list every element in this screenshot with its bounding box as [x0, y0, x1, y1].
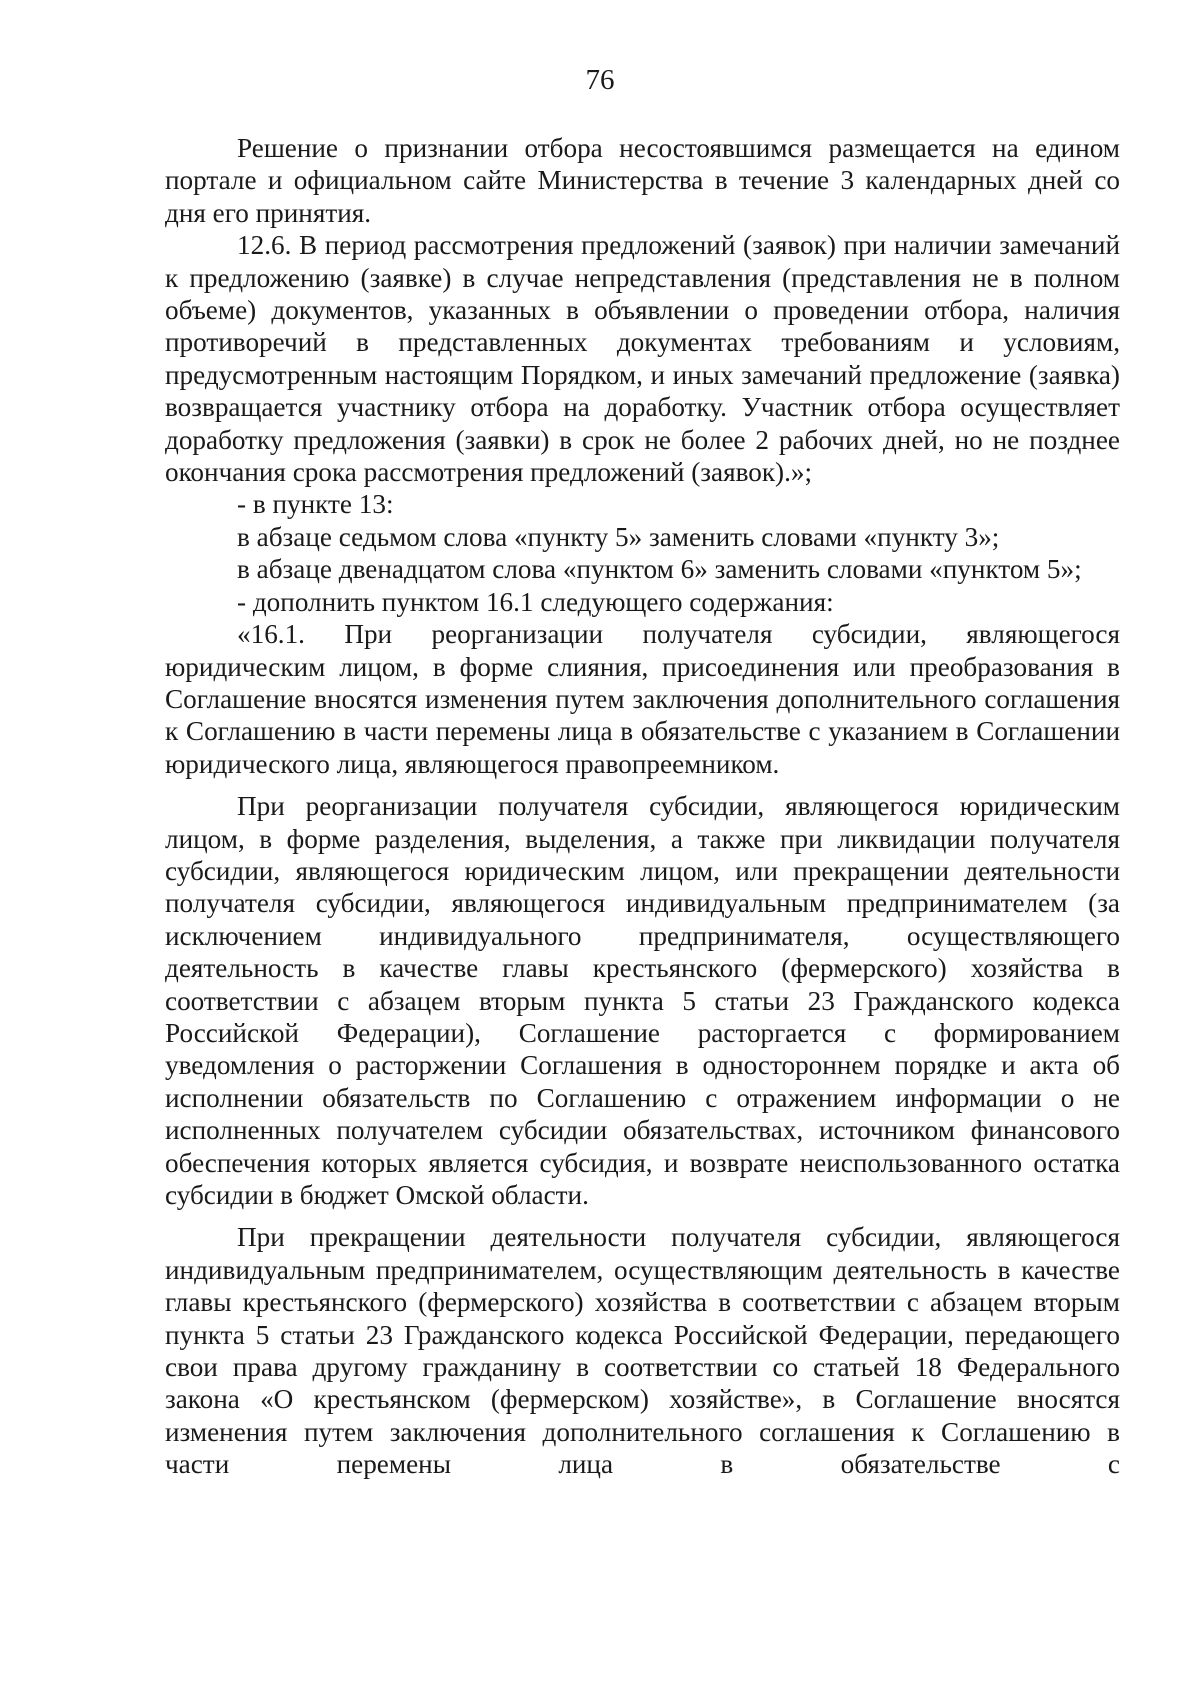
paragraph-4: в абзаце седьмом слова «пункту 5» заменить словами «пункту 3»;: [237, 521, 1000, 552]
page-number: 76: [585, 64, 615, 96]
paragraph-7: «16.1. При реорганизации получателя субсидии, являющегося юридическим лицом, в форме слияния, присоединения или преобразования в Соглашение вносятся изменения путем заключения дополнительного соглашения к Соглашению в части перемены лица в обязательстве с указанием в Соглашении юридического лица, являющегося правопреемником.: [165, 619, 1120, 779]
paragraph-2: 12.6. В период рассмотрения предложений (заявок) при наличии замечаний к предложению (заявке) в случае непредставления (представления не в полном объеме) документов, указанных в объявлении о проведении отбора, наличия противоречий в представленных документах требованиям и условиям, предусмотренным настоящим Порядком, и иных замечаний предложение (заявка) возвращается участнику отбора на доработку. Участник отбора осуществляет доработку предложения (заявки) в срок не более 2 рабочих дней, но не позднее окончания срока рассмотрения предложений (заявок).»;: [165, 230, 1120, 488]
paragraph-5: в абзаце двенадцатом слова «пунктом 6» заменить словами «пунктом 5»;: [237, 554, 1082, 585]
paragraph-3: - в пункте 13:: [237, 489, 394, 520]
document-body: [165, 132, 1120, 1481]
paragraph-9: При прекращении деятельности получателя субсидии, являющегося индивидуальным предпринимателем, осуществляющим деятельность в качестве главы крестьянского (фермерского) хозяйства в соответствии с абзацем вторым пункта 5 статьи 23 Гражданского кодекса Российской Федерации, передающего свои права другому гражданину в соответствии со статьей 18 Федерального закона «О крестьянском (фермерском) хозяйстве», в Соглашение вносятся изменения путем заключения дополнительного соглашения к Соглашению в части перемены лица в обязательстве с: [165, 1222, 1120, 1480]
paragraph-1: Решение о признании отбора несостоявшимся размещается на едином портале и официальном сайте Министерства в течение 3 календарных дней со дня его принятия.: [165, 133, 1120, 228]
paragraph-6: - дополнить пунктом 16.1 следующего содержания:: [237, 586, 834, 617]
paragraph-8: При реорганизации получателя субсидии, являющегося юридическим лицом, в форме разделения, выделения, а также при ликвидации получателя субсидии, являющегося юридическим лицом, или прекращении деятельности получателя субсидии, являющегося индивидуальным предпринимателем (за исключением индивидуального предпринимателя, осуществляющего деятельность в качестве главы крестьянского (фермерского) хозяйства в соответствии с абзацем вторым пункта 5 статьи 23 Гражданского кодекса Российской Федерации), Соглашение расторгается с формированием уведомления о расторжении Соглашения в одностороннем порядке и акта об исполнении обязательств по Соглашению с отражением информации о не исполненных получателем субсидии обязательствах, источником финансового обеспечения которых является субсидия, и возврате неиспользованного остатка субсидии в бюджет Омской области.: [165, 791, 1120, 1210]
